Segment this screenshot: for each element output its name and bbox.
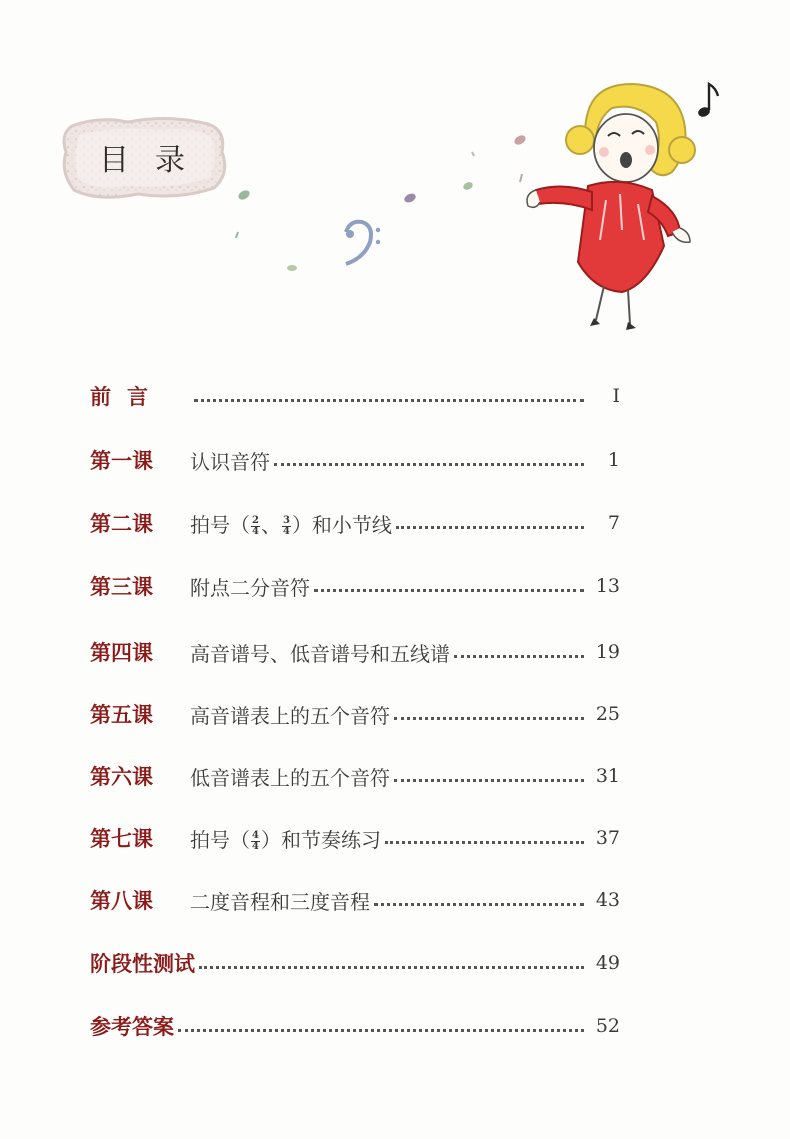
toc-page-number: 19 bbox=[595, 641, 620, 663]
dot-leader bbox=[199, 966, 584, 969]
fraction-denominator: 4 bbox=[252, 525, 259, 537]
singing-character bbox=[527, 84, 695, 330]
toc-lesson-label: 第七课 bbox=[90, 827, 153, 851]
time-signature-fraction bbox=[251, 516, 260, 537]
toc-entry-lesson-1[interactable] bbox=[90, 440, 620, 480]
toc-topic: 认识音符 bbox=[190, 449, 270, 474]
toc-topic bbox=[190, 509, 392, 538]
toc-topic-suffix: ）和小节线 bbox=[291, 512, 392, 537]
toc-entry-answers[interactable] bbox=[90, 1006, 620, 1046]
toc-lesson-label: 阶段性测试 bbox=[90, 952, 195, 976]
toc-topic: 低音谱表上的五个音符 bbox=[190, 765, 390, 790]
toc-topic: 附点二分音符 bbox=[190, 575, 310, 600]
toc-lesson-label: 第三课 bbox=[90, 575, 153, 599]
toc-lesson-label: 参考答案 bbox=[90, 1015, 174, 1039]
time-signature-fraction bbox=[282, 516, 291, 537]
fraction-numerator: 4 bbox=[252, 829, 259, 841]
toc-topic-separator: 、 bbox=[260, 512, 281, 537]
toc-page-number: 31 bbox=[595, 765, 620, 787]
bass-clef-icon bbox=[346, 222, 380, 264]
toc-lesson-label: 第一课 bbox=[90, 449, 153, 473]
toc-entry-lesson-5[interactable] bbox=[90, 694, 620, 734]
music-note-icon bbox=[697, 84, 718, 118]
toc-page-number: 52 bbox=[595, 1015, 620, 1037]
toc-entry-lesson-2[interactable] bbox=[90, 503, 620, 543]
toc-entry-lesson-4[interactable] bbox=[90, 632, 620, 672]
dot-leader bbox=[374, 903, 584, 906]
toc-lesson-label: 第六课 bbox=[90, 765, 153, 789]
dot-leader bbox=[178, 1029, 584, 1032]
toc-page-number: 43 bbox=[595, 889, 620, 911]
page-title: 目录 bbox=[99, 143, 211, 178]
fraction-numerator: 2 bbox=[252, 514, 259, 526]
toc-entry-lesson-3[interactable] bbox=[90, 566, 620, 606]
toc-entry-lesson-7[interactable] bbox=[90, 818, 620, 858]
toc-lesson-label: 第二课 bbox=[90, 512, 153, 536]
toc-page-number: 37 bbox=[595, 827, 620, 849]
toc-topic-suffix: ）和节奏练习 bbox=[260, 827, 381, 852]
toc-topic: 二度音程和三度音程 bbox=[190, 889, 370, 914]
floating-notes bbox=[236, 134, 527, 271]
toc-page-number: 13 bbox=[595, 575, 620, 597]
toc-lesson-label: 第八课 bbox=[90, 889, 153, 913]
toc-page-number: 7 bbox=[607, 512, 620, 534]
dot-leader bbox=[385, 841, 584, 844]
toc-topic-prefix: 拍号（ bbox=[190, 512, 250, 537]
toc-page-number: 49 bbox=[595, 952, 620, 974]
toc-lesson-label: 第五课 bbox=[90, 703, 153, 727]
header-illustration bbox=[0, 0, 790, 340]
toc-lesson-label: 第四课 bbox=[90, 641, 153, 665]
toc-lesson-label: 前言 bbox=[90, 385, 164, 409]
fraction-denominator: 4 bbox=[282, 525, 290, 537]
toc-topic: 高音谱表上的五个音符 bbox=[190, 703, 390, 728]
dot-leader bbox=[274, 463, 584, 466]
toc-entry-preface[interactable] bbox=[90, 376, 620, 416]
dot-leader bbox=[454, 655, 584, 658]
toc-topic: 高音谱号、低音谱号和五线谱 bbox=[190, 641, 450, 666]
time-signature-fraction bbox=[251, 831, 260, 852]
toc-topic bbox=[190, 824, 381, 853]
dot-leader bbox=[394, 779, 584, 782]
dot-leader bbox=[394, 717, 584, 720]
toc-entry-lesson-6[interactable] bbox=[90, 756, 620, 796]
toc-entry-lesson-8[interactable] bbox=[90, 880, 620, 920]
fraction-denominator: 4 bbox=[252, 840, 259, 852]
toc-entry-stage-test[interactable] bbox=[90, 943, 620, 983]
dot-leader bbox=[194, 399, 584, 402]
dot-leader bbox=[396, 526, 584, 529]
dot-leader bbox=[314, 589, 584, 592]
fraction-numerator: 3 bbox=[282, 514, 290, 526]
toc-topic-prefix: 拍号（ bbox=[190, 827, 250, 852]
toc-page-number: 25 bbox=[595, 703, 620, 725]
toc-page-number: 1 bbox=[607, 449, 620, 471]
toc-page-number: I bbox=[612, 385, 620, 407]
